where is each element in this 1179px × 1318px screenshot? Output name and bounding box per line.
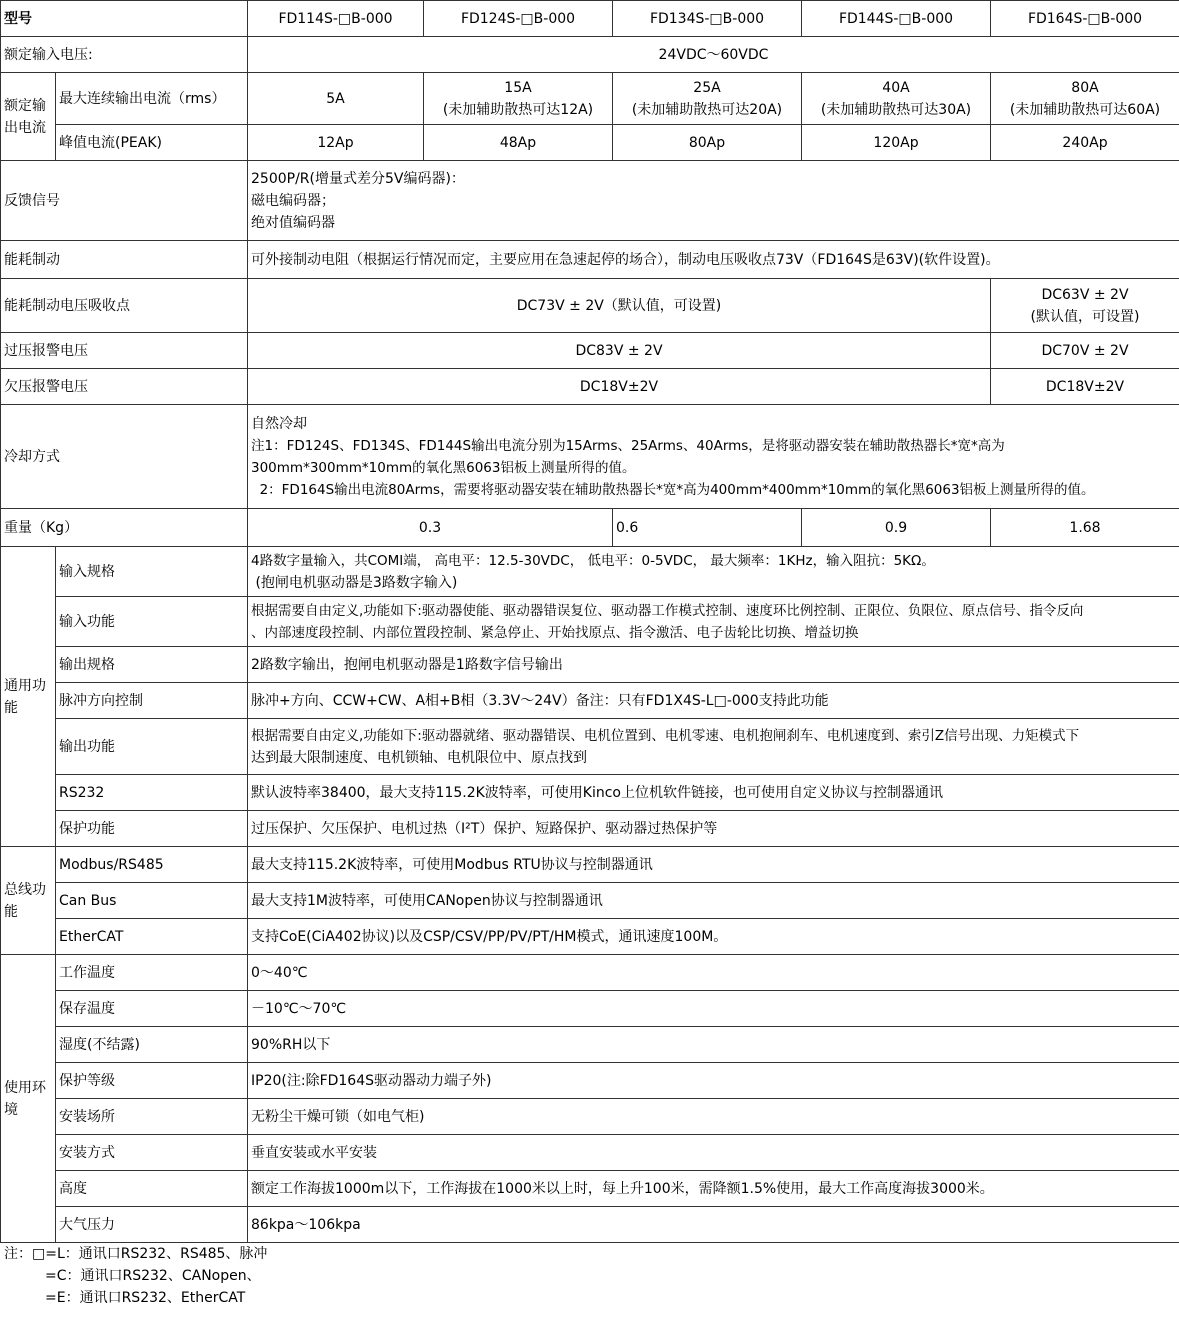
current-value: 40A	[882, 79, 910, 96]
overvoltage-label: 过压报警电压	[1, 333, 248, 369]
bus-row-value: 支持CoE(CiA402协议)以及CSP/CSV/PP/PV/PT/HM模式，通讯速度100M。	[248, 919, 1179, 955]
weight-value: 0.6	[613, 509, 802, 547]
general-row-value	[248, 647, 1179, 683]
current-value: 15A	[504, 79, 532, 96]
feedback-label: 反馈信号	[1, 161, 248, 241]
env-row-value: 无粉尘干燥可锁（如电气柜)	[248, 1099, 1179, 1135]
cooling-value	[248, 405, 1179, 509]
overvoltage-value: DC83V ± 2V	[248, 333, 991, 369]
current-value: 80A	[1071, 79, 1099, 96]
continuous-current-cell	[613, 73, 802, 125]
footnote-line: =E：通讯口RS232、EtherCAT	[45, 1290, 246, 1306]
env-row	[1, 1135, 1179, 1171]
cooling-line: 注1：FD124S、FD134S、FD144S输出电流分别为15Arms、25Arms、40Arms，是将驱动器安装在辅助散热器长*宽*高为	[251, 437, 1005, 454]
braking-value: 可外接制动电阻（根据运行情况而定，主要应用在急速起停的场合），制动电压吸收点73V（FD164S是63V)(软件设置)。	[248, 241, 1179, 279]
general-row-value	[248, 811, 1179, 847]
env-row-label: 安装场所	[56, 1099, 248, 1135]
general-row-value	[248, 683, 1179, 719]
general-row-label: 输入规格	[56, 547, 248, 597]
env-row-value: 0～40℃	[248, 955, 1179, 991]
env-row-value: 额定工作海拔1000m以下，工作海拔在1000米以上时，每上升100米，需降额1.5%使用，最大工作高度海拔3000米。	[248, 1171, 1179, 1207]
env-row-label: 安装方式	[56, 1135, 248, 1171]
env-row-label: 大气压力	[56, 1207, 248, 1243]
general-row-line: 根据需要自由定义,功能如下:驱动器就绪、驱动器错误、电机位置到、电机零速、电机抱闸刹车、电机速度到、索引Z信号出现、力矩模式下	[251, 727, 1080, 744]
general-row-line: 默认波特率38400，最大支持115.2K波特率，可使用Kinco上位机软件链接，也可使用自定义协议与控制器通讯	[251, 784, 943, 801]
continuous-current-cell	[248, 73, 424, 125]
general-row	[1, 547, 1179, 597]
rated-voltage-value: 24VDC～60VDC	[248, 37, 1179, 73]
output-current-group-label: 额定输出电流	[1, 73, 56, 161]
model-label: 型号	[1, 1, 248, 37]
env-row-value: IP20(注:除FD164S驱动器动力端子外)	[248, 1063, 1179, 1099]
general-row-label: 输出规格	[56, 647, 248, 683]
env-row-value: －10℃～70℃	[248, 991, 1179, 1027]
feedback-value	[248, 161, 1179, 241]
footnote-line: =C：通讯口RS232、CANopen、	[45, 1268, 261, 1284]
braking-label: 能耗制动	[1, 241, 248, 279]
peak-current-value: 12Ap	[248, 125, 424, 161]
cooling-line: 300mm*300mm*10mm的氧化黑6063铝板上测量所得的值。	[251, 459, 636, 476]
weight-label: 重量（Kg）	[1, 509, 248, 547]
braking-voltage-value: DC73V ± 2V（默认值，可设置)	[248, 279, 991, 333]
braking-voltage-line: DC63V ± 2V	[1041, 286, 1129, 303]
bus-group-label: 总线功能	[1, 847, 56, 955]
footnote	[4, 1243, 267, 1309]
peak-current-value: 48Ap	[424, 125, 613, 161]
weight-value: 1.68	[991, 509, 1179, 547]
undervoltage-label: 欠压报警电压	[1, 369, 248, 405]
bus-row	[1, 883, 1179, 919]
cooling-line: 自然冷却	[251, 415, 307, 432]
general-row	[1, 775, 1179, 811]
bus-row-label: Can Bus	[56, 883, 248, 919]
env-row	[1, 955, 1179, 991]
model-name: FD124S-□B-000	[424, 1, 613, 37]
env-row	[1, 1063, 1179, 1099]
general-row-line: 4路数字量输入，共COMI端， 高电平：12.5-30VDC， 低电平：0-5VDC， 最大频率：1KHz，输入阻抗：5KΩ。	[251, 552, 935, 569]
general-row-value	[248, 719, 1179, 775]
undervoltage-value: DC18V±2V	[248, 369, 991, 405]
peak-current-value: 120Ap	[802, 125, 991, 161]
peak-current-row	[1, 125, 1179, 161]
env-group-label: 使用环境	[1, 955, 56, 1243]
general-row-line: 根据需要自由定义,功能如下:驱动器使能、驱动器错误复位、驱动器工作模式控制、速度环比例控制、正限位、负限位、原点信号、指令反向	[251, 602, 1084, 619]
model-name: FD164S-□B-000	[991, 1, 1179, 37]
header-row	[1, 1, 1179, 37]
general-row	[1, 683, 1179, 719]
general-row	[1, 719, 1179, 775]
feedback-row	[1, 161, 1179, 241]
bus-row-value: 最大支持115.2K波特率，可使用Modbus RTU协议与控制器通讯	[248, 847, 1179, 883]
continuous-current-label: 最大连续输出电流（rms）	[56, 73, 248, 125]
continuous-current-cell	[991, 73, 1179, 125]
env-row-label: 工作温度	[56, 955, 248, 991]
general-row-label: 脉冲方向控制	[56, 683, 248, 719]
general-row-line: 脉冲+方向、CCW+CW、A相+B相（3.3V～24V）备注：只有FD1X4S-L□-000支持此功能	[251, 692, 829, 709]
bus-row-value: 最大支持1M波特率，可使用CANopen协议与控制器通讯	[248, 883, 1179, 919]
general-row	[1, 647, 1179, 683]
env-row-label: 高度	[56, 1171, 248, 1207]
general-group-label: 通用功能	[1, 547, 56, 847]
braking-voltage-line: (默认值，可设置)	[1030, 308, 1140, 325]
cooling-label: 冷却方式	[1, 405, 248, 509]
general-row-value	[248, 547, 1179, 597]
env-row-value: 垂直安装或水平安装	[248, 1135, 1179, 1171]
peak-current-value: 240Ap	[991, 125, 1179, 161]
general-row-label: 输入功能	[56, 597, 248, 647]
env-row-label: 湿度(不结露)	[56, 1027, 248, 1063]
weight-value: 0.9	[802, 509, 991, 547]
general-row-value	[248, 775, 1179, 811]
weight-value: 0.3	[248, 509, 613, 547]
general-row-line: 达到最大限制速度、电机锁轴、电机限位中、原点找到	[251, 749, 587, 766]
general-row	[1, 597, 1179, 647]
env-row-value: 86kpa～106kpa	[248, 1207, 1179, 1243]
env-row-label: 保护等级	[56, 1063, 248, 1099]
general-row-label: RS232	[56, 775, 248, 811]
general-row-line: 2路数字输出，抱闸电机驱动器是1路数字信号输出	[251, 656, 563, 673]
braking-row	[1, 241, 1179, 279]
bus-row-label: EtherCAT	[56, 919, 248, 955]
continuous-current-cell	[802, 73, 991, 125]
peak-current-label: 峰值电流(PEAK)	[56, 125, 248, 161]
env-row	[1, 1099, 1179, 1135]
model-name: FD114S-□B-000	[248, 1, 424, 37]
overvoltage-value-fd164: DC70V ± 2V	[991, 333, 1179, 369]
env-row	[1, 1207, 1179, 1243]
cooling-line: 2：FD164S输出电流80Arms，需要将驱动器安装在辅助散热器长*宽*高为400mm*400mm*10mm的氧化黑6063铝板上测量所得的值。	[251, 481, 1095, 498]
current-note: (未加辅助散热可达30A)	[820, 101, 972, 118]
bus-row	[1, 847, 1179, 883]
bus-row-label: Modbus/RS485	[56, 847, 248, 883]
current-note: (未加辅助散热可达12A)	[442, 101, 594, 118]
undervoltage-value-fd164: DC18V±2V	[991, 369, 1179, 405]
env-row	[1, 1027, 1179, 1063]
general-row-label: 保护功能	[56, 811, 248, 847]
env-row-value: 90%RH以下	[248, 1027, 1179, 1063]
general-row-line: (抱闸电机驱动器是3路数字输入)	[251, 574, 458, 591]
current-note: (未加辅助散热可达60A)	[1009, 101, 1161, 118]
env-row	[1, 991, 1179, 1027]
model-name: FD134S-□B-000	[613, 1, 802, 37]
braking-voltage-row	[1, 279, 1179, 333]
model-name: FD144S-□B-000	[802, 1, 991, 37]
feedback-line: 绝对值编码器	[251, 214, 335, 231]
braking-voltage-value-fd164	[991, 279, 1179, 333]
continuous-current-row	[1, 73, 1179, 125]
footnote-line: 注：□=L：通讯口RS232、RS485、脉冲	[4, 1246, 268, 1262]
bus-row	[1, 919, 1179, 955]
continuous-current-cell	[424, 73, 613, 125]
general-row-label: 输出功能	[56, 719, 248, 775]
env-row	[1, 1171, 1179, 1207]
current-note: (未加辅助散热可达20A)	[631, 101, 783, 118]
rated-voltage-row	[1, 37, 1179, 73]
rated-voltage-label: 额定输入电压:	[1, 37, 248, 73]
general-row-value	[248, 597, 1179, 647]
overvoltage-row	[1, 333, 1179, 369]
peak-current-value: 80Ap	[613, 125, 802, 161]
weight-row	[1, 509, 1179, 547]
general-row	[1, 811, 1179, 847]
feedback-line: 2500P/R(增量式差分5V编码器)：	[251, 170, 465, 187]
env-row-label: 保存温度	[56, 991, 248, 1027]
general-row-line: 、内部速度段控制、内部位置段控制、紧急停止、开始找原点、指令激活、电子齿轮比切换、增益切换	[251, 624, 859, 641]
current-value: 25A	[693, 79, 721, 96]
current-value: 5A	[326, 90, 345, 107]
general-row-line: 过压保护、欠压保护、电机过热（I²T）保护、短路保护、驱动器过热保护等	[251, 820, 718, 837]
braking-voltage-label: 能耗制动电压吸收点	[1, 279, 248, 333]
cooling-row	[1, 405, 1179, 509]
feedback-line: 磁电编码器；	[251, 192, 335, 209]
undervoltage-row	[1, 369, 1179, 405]
